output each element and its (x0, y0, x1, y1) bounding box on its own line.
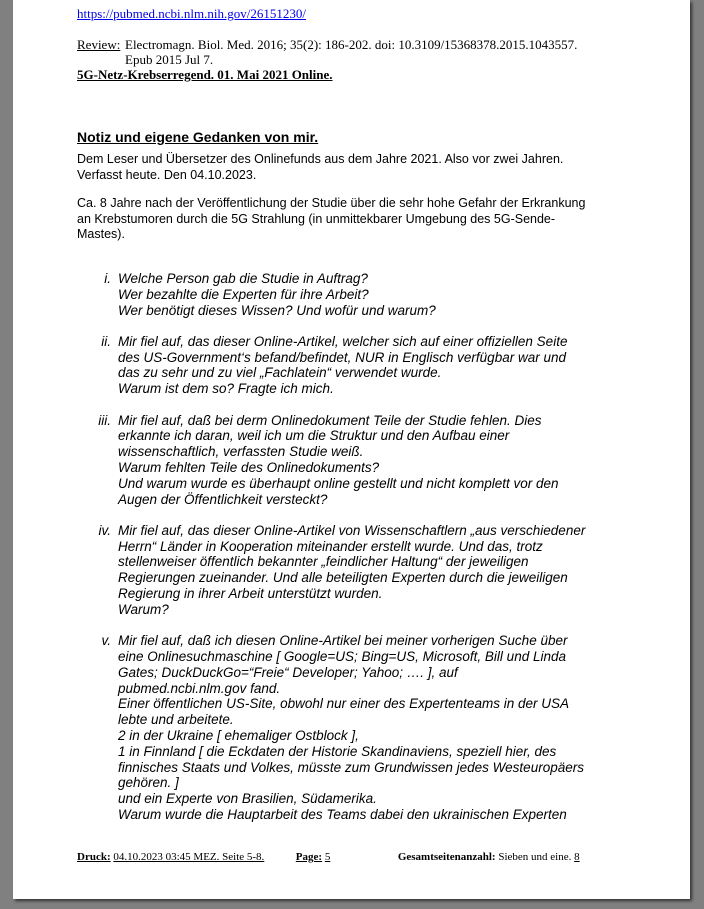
question-item (77, 413, 637, 508)
question-line: Augen der Öffentlichkeit versteckt? (118, 491, 328, 507)
page-number: 5 (324, 851, 331, 863)
question-item (77, 271, 637, 318)
question-line: Einer öffentlichen US-Site, obwohl nur einer des Expertenteams in der USA (118, 696, 569, 712)
question-line: 2 in der Ukraine [ ehemaliger Ostblock ], (118, 727, 359, 743)
question-line: wissenschaftlich, verfassten Studie weiß. (118, 444, 364, 460)
note-paragraph-2 (77, 196, 637, 243)
question-line: lebte und arbeitete. (118, 712, 234, 728)
page-footer (77, 851, 637, 863)
question-line: Warum ist dem so? Fragte ich mich. (118, 381, 334, 397)
question-item (77, 523, 637, 618)
question-line: und ein Experte von Brasilien, Südamerika. (118, 791, 377, 807)
question-line: Wer bezahlte die Experten für ihre Arbeit? (118, 286, 369, 302)
question-number: ii. (101, 333, 111, 349)
question-number: i. (104, 271, 111, 286)
question-line: Mir fiel auf, das dieser Online-Artikel, welcher sich auf einer offiziellen Seite (118, 333, 568, 349)
paragraph-line: Dem Leser und Übersetzer des Onlinefunds aus dem Jahre 2021. Also vor zwei Jahren. (77, 152, 564, 166)
question-line: Wer benötigt dieses Wissen? Und wofür und warum? (118, 302, 436, 318)
question-number: iv. (98, 522, 111, 538)
question-line: Gates; DuckDuckGo=“Freie“ Developer; Yahoo; …. ], auf (118, 664, 458, 680)
total-label: Gesamtseitenanzahl: (397, 851, 496, 863)
question-line: 1 in Finnland [ die Eckdaten der Historie Skandinaviens, speziell hier, des (118, 743, 557, 759)
review-label: Review: (77, 37, 121, 52)
question-line: Warum? (118, 601, 169, 617)
total-number: 8 (574, 851, 580, 863)
question-number: v. (101, 633, 111, 649)
total-text: Sieben und eine. (498, 851, 572, 863)
question-line: erkannte ich daran, weil ich um die Struktur und den Aufbau einer (118, 428, 510, 444)
question-line: Regierungen zueinander. Und alle beteiligten Experten durch die jeweiligen (118, 570, 568, 586)
document-title: 5G-Netz-Krebserregend. 01. Mai 2021 Online. (77, 67, 333, 82)
note-paragraph-1 (77, 152, 637, 183)
question-line: Mir fiel auf, das dieser Online-Artikel von Wissenschaftlern „aus verschiedener (118, 522, 586, 538)
question-item (77, 633, 637, 823)
question-line: Mir fiel auf, daß ich diesen Online-Artikel bei meiner vorherigen Suche über (118, 633, 568, 649)
paragraph-line: Verfasst heute. Den 04.10.2023. (77, 167, 257, 182)
question-number: iii. (98, 412, 111, 428)
question-line: Mir fiel auf, daß bei derm Onlinedokument Teile der Studie fehlen. Dies (118, 412, 542, 428)
note-heading: Notiz und eigene Gedanken von mir. (77, 129, 319, 145)
print-value: 04.10.2023 03:45 MEZ. Seite 5-8. (113, 851, 265, 863)
question-line: pubmed.ncbi.nlm.gov fand. (118, 680, 281, 696)
page-label: Page: (295, 851, 323, 863)
question-line: Warum wurde die Hauptarbeit des Teams dabei den ukrainischen Experten (118, 806, 567, 822)
question-line: Herrn“ Länder in Kooperation miteinander erstellt wurde. Und das, trotz (118, 538, 543, 554)
question-line: eine Onlinesuchmaschine [ Google=US; Bing=US, Microsoft, Bill und Linda (118, 648, 566, 664)
question-line: das zu sehr und zu viel „Fachlatein“ verwendet wurde. (118, 365, 442, 381)
review-line: Electromagn. Biol. Med. 2016; 35(2): 186-202. doi: 10.3109/15368378.2015.1043557. (125, 37, 578, 52)
paragraph-line: Mastes). (77, 227, 125, 241)
question-line: Regierung in ihrer Arbeit unterstützt wurden. (118, 586, 383, 602)
question-line: Welche Person gab die Studie in Auftrag? (118, 271, 368, 286)
document-page (13, 0, 690, 899)
print-label: Druck: (77, 851, 111, 863)
paragraph-line: an Krebstumoren durch die 5G Strahlung (in unmittekbarer Umgebung des 5G-Sende- (77, 211, 556, 226)
review-line: Epub 2015 Jul 7. (125, 52, 214, 67)
question-line: finnisches Staats und Volkes, müsste zum Grundwissen jedes Westeuropäers (118, 759, 584, 775)
paragraph-line: Ca. 8 Jahre nach der Veröffentlichung der Studie über die sehr hohe Gefahr der Erkrankung (77, 196, 586, 210)
question-line: Warum fehlten Teile des Onlinedokuments? (118, 459, 380, 475)
review-citation (77, 37, 677, 69)
question-list (77, 271, 637, 838)
review-text (125, 37, 665, 67)
question-line: gehören. ] (118, 775, 179, 791)
question-line: Und warum wurde es überhaupt online gestellt und nicht komplett vor den (118, 475, 559, 491)
question-line: stellenweiser öffentlich bekannter „feindlicher Haltung“ der jeweiligen (118, 554, 529, 570)
source-link[interactable]: https://pubmed.ncbi.nlm.nih.gov/26151230/ (77, 6, 306, 21)
question-line: des US-Government‘s befand/befindet, NUR in Englisch verfügbar war und (118, 349, 566, 365)
question-item (77, 334, 637, 397)
